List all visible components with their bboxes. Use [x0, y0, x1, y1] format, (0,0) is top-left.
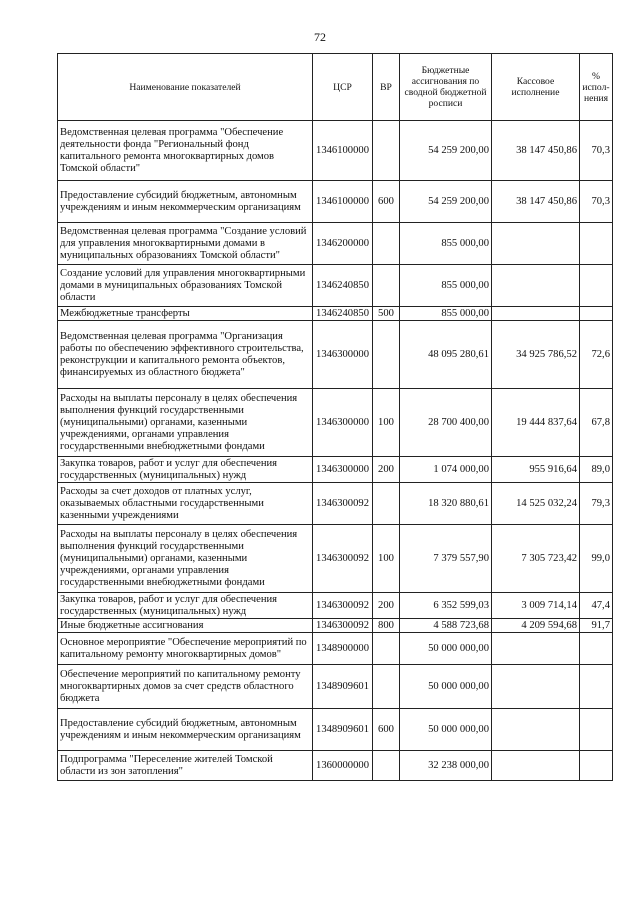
page-number: 72: [314, 30, 326, 44]
row-vr: [373, 751, 400, 781]
row-cash: [492, 265, 580, 307]
row-csr: 1346100000: [313, 181, 373, 223]
row-percent: 70,3: [580, 121, 613, 181]
row-cash: 955 916,64: [492, 457, 580, 483]
row-name: Создание условий для управления многоквартирными домами в муниципальных образованиях Томской области: [58, 265, 313, 307]
row-vr: 100: [373, 525, 400, 593]
row-percent: [580, 633, 613, 665]
row-cash: 14 525 032,24: [492, 483, 580, 525]
row-vr: 200: [373, 457, 400, 483]
row-csr: 1346300092: [313, 619, 373, 633]
budget-table: [57, 53, 613, 781]
header-vr: ВР: [373, 54, 400, 121]
row-name: Расходы за счет доходов от платных услуг, оказываемых областными государственными казенными учреждениями: [58, 483, 313, 525]
table-row: [58, 181, 613, 223]
row-budget: 32 238 000,00: [400, 751, 492, 781]
row-csr: 1348909601: [313, 709, 373, 751]
row-budget: 855 000,00: [400, 223, 492, 265]
row-csr: 1346300000: [313, 321, 373, 389]
row-cash: 34 925 786,52: [492, 321, 580, 389]
row-csr: 1346300092: [313, 483, 373, 525]
row-percent: 89,0: [580, 457, 613, 483]
table-row: [58, 633, 613, 665]
row-percent: 79,3: [580, 483, 613, 525]
row-cash: [492, 307, 580, 321]
table-row: [58, 307, 613, 321]
table-row: [58, 121, 613, 181]
header-csr: ЦСР: [313, 54, 373, 121]
row-csr: 1346300000: [313, 457, 373, 483]
row-csr: 1346300092: [313, 525, 373, 593]
row-cash: [492, 665, 580, 709]
row-vr: 200: [373, 593, 400, 619]
row-csr: 1346300092: [313, 593, 373, 619]
row-csr: 1346240850: [313, 307, 373, 321]
table-row: [58, 665, 613, 709]
table-row: [58, 593, 613, 619]
row-vr: 600: [373, 709, 400, 751]
row-csr: 1348900000: [313, 633, 373, 665]
table-row: [58, 483, 613, 525]
table-row: [58, 457, 613, 483]
table-row: [58, 525, 613, 593]
header-name: Наименование показателей: [58, 54, 313, 121]
row-budget: 855 000,00: [400, 307, 492, 321]
row-percent: [580, 223, 613, 265]
row-budget: 6 352 599,03: [400, 593, 492, 619]
row-percent: [580, 307, 613, 321]
row-budget: 7 379 557,90: [400, 525, 492, 593]
row-csr: 1346240850: [313, 265, 373, 307]
table-row: [58, 321, 613, 389]
table-row: [58, 389, 613, 457]
header-percent: % испол-нения: [580, 54, 613, 121]
row-name: Предоставление субсидий бюджетным, автономным учреждениям и иным некоммерческим организациям: [58, 181, 313, 223]
row-name: Подпрограмма "Переселение жителей Томской области из зон затопления": [58, 751, 313, 781]
row-percent: 72,6: [580, 321, 613, 389]
row-percent: [580, 709, 613, 751]
row-vr: [373, 265, 400, 307]
row-budget: 1 074 000,00: [400, 457, 492, 483]
row-vr: [373, 665, 400, 709]
row-cash: [492, 751, 580, 781]
row-percent: 91,7: [580, 619, 613, 633]
row-cash: 4 209 594,68: [492, 619, 580, 633]
table-row: [58, 709, 613, 751]
row-budget: 4 588 723,68: [400, 619, 492, 633]
row-budget: 54 259 200,00: [400, 181, 492, 223]
row-percent: [580, 265, 613, 307]
row-vr: [373, 483, 400, 525]
row-name: Ведомственная целевая программа "Создание условий для управления многоквартирными домами в муниципальных образованиях Томской области": [58, 223, 313, 265]
row-name: Ведомственная целевая программа "Организация работы по обеспечению эффективного строительства, реконструкции и капитального ремонта объектов, финансируемых из областного бюджета": [58, 321, 313, 389]
row-cash: [492, 709, 580, 751]
row-percent: [580, 665, 613, 709]
row-cash: 38 147 450,86: [492, 181, 580, 223]
row-csr: 1346100000: [313, 121, 373, 181]
row-cash: 38 147 450,86: [492, 121, 580, 181]
row-csr: 1360000000: [313, 751, 373, 781]
table-row: [58, 751, 613, 781]
row-cash: [492, 633, 580, 665]
row-name: Обеспечение мероприятий по капитальному ремонту многоквартирных домов за счет средств областного бюджета: [58, 665, 313, 709]
row-csr: 1348909601: [313, 665, 373, 709]
header-budget: Бюджетные ассигнования по сводной бюджетной росписи: [400, 54, 492, 121]
header-cash: Кассовое исполнение: [492, 54, 580, 121]
row-budget: 50 000 000,00: [400, 665, 492, 709]
row-name: Межбюджетные трансферты: [58, 307, 313, 321]
row-budget: 54 259 200,00: [400, 121, 492, 181]
row-budget: 50 000 000,00: [400, 633, 492, 665]
row-percent: 99,0: [580, 525, 613, 593]
row-percent: [580, 751, 613, 781]
row-vr: 600: [373, 181, 400, 223]
row-name: Основное мероприятие "Обеспечение мероприятий по капитальному ремонту многоквартирных домов": [58, 633, 313, 665]
row-name: Расходы на выплаты персоналу в целях обеспечения выполнения функций государственными (муниципальными) органами, казенными учреждениями, органами управления государственными внебюджетными фондами: [58, 389, 313, 457]
row-cash: 7 305 723,42: [492, 525, 580, 593]
row-percent: 67,8: [580, 389, 613, 457]
row-name: Закупка товаров, работ и услуг для обеспечения государственных (муниципальных) нужд: [58, 457, 313, 483]
row-cash: [492, 223, 580, 265]
row-csr: 1346200000: [313, 223, 373, 265]
row-vr: 100: [373, 389, 400, 457]
table-header-row: [58, 54, 613, 121]
row-name: Закупка товаров, работ и услуг для обеспечения государственных (муниципальных) нужд: [58, 593, 313, 619]
table-row: [58, 265, 613, 307]
row-vr: [373, 121, 400, 181]
row-budget: 18 320 880,61: [400, 483, 492, 525]
row-vr: [373, 223, 400, 265]
table-row: [58, 223, 613, 265]
row-name: Расходы на выплаты персоналу в целях обеспечения выполнения функций государственными (муниципальными) органами, казенными учреждениями, органами управления государственными внебюджетными фондами: [58, 525, 313, 593]
table-row: [58, 619, 613, 633]
row-budget: 48 095 280,61: [400, 321, 492, 389]
row-csr: 1346300000: [313, 389, 373, 457]
row-cash: 3 009 714,14: [492, 593, 580, 619]
row-vr: [373, 321, 400, 389]
row-budget: 50 000 000,00: [400, 709, 492, 751]
row-name: Предоставление субсидий бюджетным, автономным учреждениям и иным некоммерческим организациям: [58, 709, 313, 751]
row-vr: 500: [373, 307, 400, 321]
row-percent: 70,3: [580, 181, 613, 223]
row-budget: 855 000,00: [400, 265, 492, 307]
row-vr: [373, 633, 400, 665]
row-cash: 19 444 837,64: [492, 389, 580, 457]
row-name: Ведомственная целевая программа "Обеспечение деятельности фонда "Региональный фонд капитального ремонта многоквартирных домов Томской области": [58, 121, 313, 181]
row-budget: 28 700 400,00: [400, 389, 492, 457]
row-vr: 800: [373, 619, 400, 633]
row-percent: 47,4: [580, 593, 613, 619]
row-name: Иные бюджетные ассигнования: [58, 619, 313, 633]
